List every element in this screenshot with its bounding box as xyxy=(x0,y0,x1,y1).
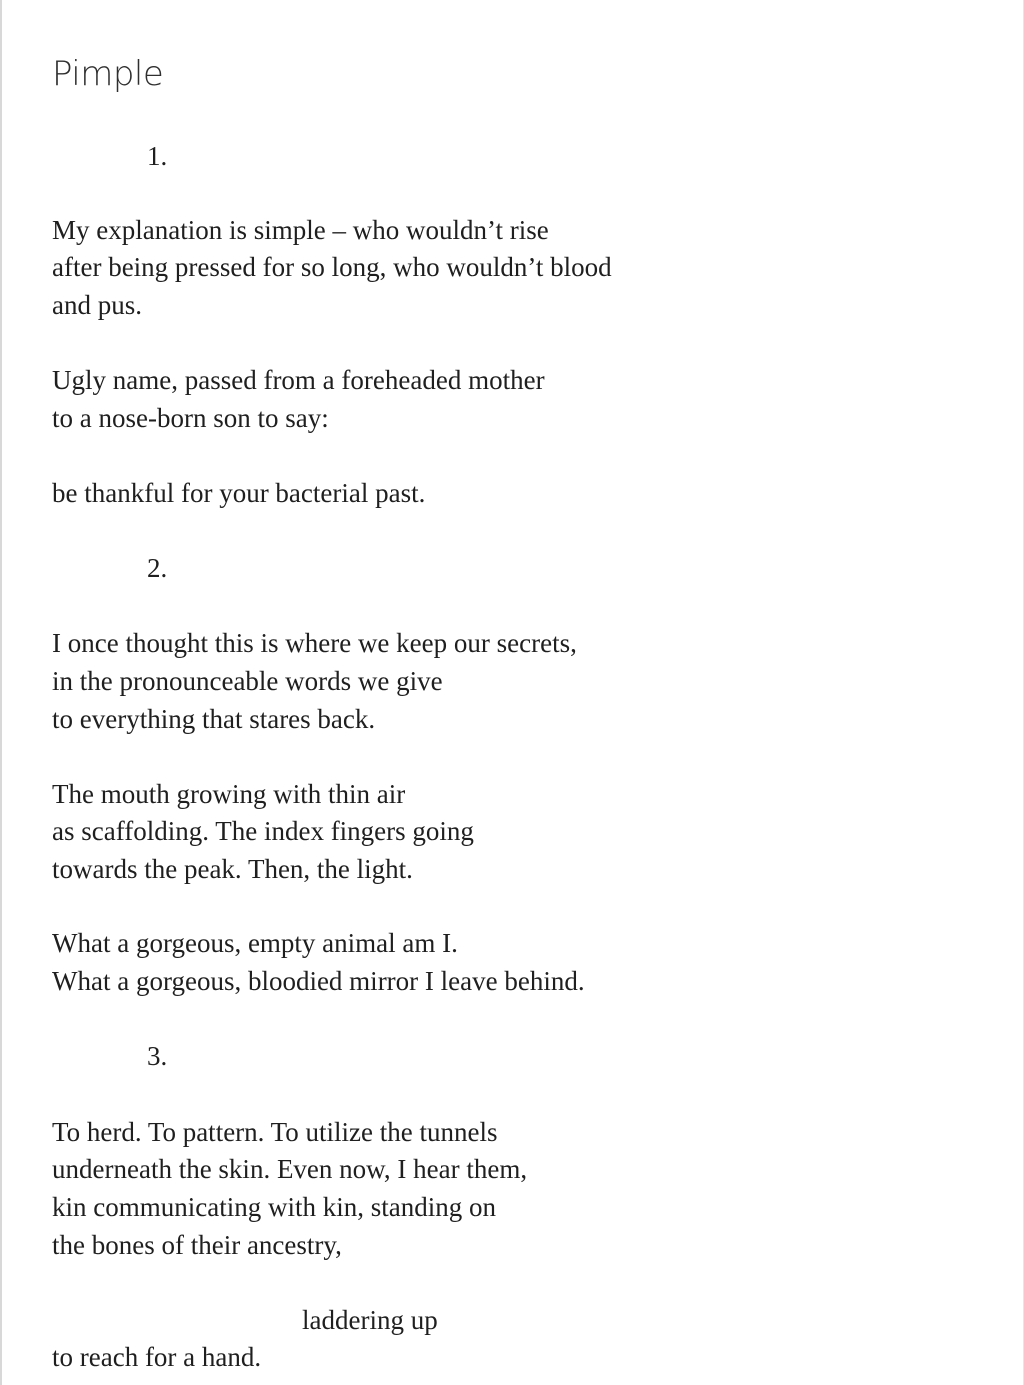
poem-line: to everything that stares back. xyxy=(52,704,376,734)
poem-line: after being pressed for so long, who wouldn’t blood xyxy=(52,252,612,282)
section-2-number: 2. xyxy=(147,553,168,583)
poem-line: the bones of their ancestry, xyxy=(52,1230,342,1260)
section-3-number: 3. xyxy=(147,1041,168,1071)
poem-title: Pimple xyxy=(52,54,164,94)
poem-line-indented: laddering up xyxy=(302,1305,438,1335)
poem-line: My explanation is simple – who wouldn’t rise xyxy=(52,215,549,245)
poem-line: in the pronounceable words we give xyxy=(52,666,443,696)
poem-line: and pus. xyxy=(52,290,142,320)
poem-line: to reach for a hand. xyxy=(52,1342,262,1372)
section-1-number: 1. xyxy=(147,141,168,171)
poem-line: kin communicating with kin, standing on xyxy=(52,1192,496,1222)
poem-line: The mouth growing with thin air xyxy=(52,779,406,809)
poem-line: What a gorgeous, empty animal am I. xyxy=(52,928,458,958)
poem-line: towards the peak. Then, the light. xyxy=(52,854,413,884)
poem-line: as scaffolding. The index fingers going xyxy=(52,816,474,846)
poem-line: To herd. To pattern. To utilize the tunnels xyxy=(52,1117,498,1147)
poem-line: Ugly name, passed from a foreheaded mother xyxy=(52,365,545,395)
poem-line: I once thought this is where we keep our secrets, xyxy=(52,628,577,658)
poem-line: to a nose-born son to say: xyxy=(52,403,329,433)
poem-line: What a gorgeous, bloodied mirror I leave behind. xyxy=(52,966,585,996)
poem-line: be thankful for your bacterial past. xyxy=(52,478,426,508)
poem-line: underneath the skin. Even now, I hear them, xyxy=(52,1154,528,1184)
